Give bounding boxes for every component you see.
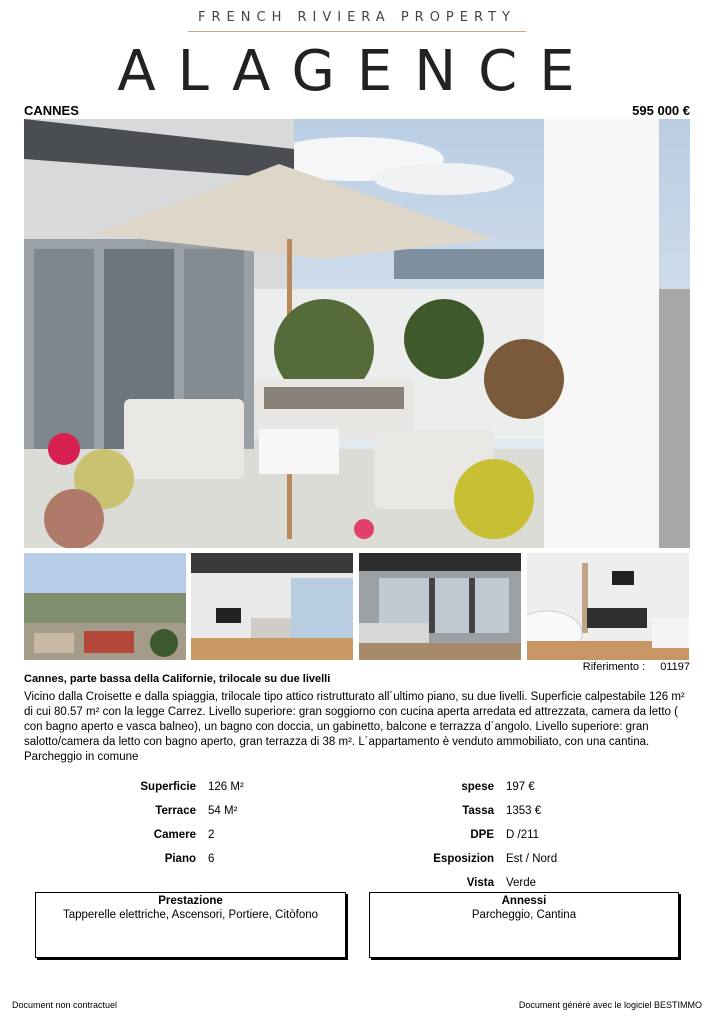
feature-value-spese: 197 € — [506, 781, 535, 793]
listing-title: Cannes, parte bassa della Californie, trilocale su due livelli — [24, 673, 331, 685]
thumbnail-photo-view[interactable] — [24, 553, 186, 660]
thumbnail-photo-bathroom[interactable] — [527, 553, 689, 660]
prestazione-title: Prestazione — [158, 895, 223, 907]
feature-label-dpe: DPE — [470, 829, 494, 841]
feature-value-camere: 2 — [208, 829, 215, 841]
listing-city: CANNES — [24, 103, 79, 118]
feature-label-camere: Camere — [153, 829, 196, 841]
footer-disclaimer: Document non contractuel — [12, 1000, 118, 1010]
prestazione-box — [35, 892, 346, 958]
feature-label-terrace: Terrace — [155, 805, 196, 817]
agency-logo: ALAGENCE — [117, 39, 597, 104]
main-property-photo — [24, 119, 690, 548]
feature-label-superficie: Superficie — [140, 781, 196, 793]
listing-description: Vicino dalla Croisette e dalla spiaggia, trilocale tipo attico ristrutturato all´ultimo piano, su due livelli. Superficie calpestabile 126 m² di cui 80.57 m² con la legge Carrez. Livello superiore: gran soggiorno con cucina aperta arredata ed attrezzata, camera da letto ( con bagno aperto e vasca balneo), un bagno con doccia, un gabinetto, balcone e terrazza d´angolo. Livello superiore: gran salotto/camera da letto con bagno aperto, gran terrazza di 38 m². L´appartamento è venduto ammobiliato, con una cantina. Parcheggio in comune — [24, 691, 685, 763]
feature-label-esposizion: Esposizion — [433, 853, 494, 865]
annessi-title: Annessi — [501, 895, 547, 907]
thumbnail-photo-living[interactable] — [191, 553, 353, 660]
agency-tagline: FRENCH RIVIERA PROPERTY — [198, 10, 516, 25]
footer-software-credit: Document généré avec le logiciel BESTIMMO — [518, 1000, 702, 1010]
feature-value-terrace: 54 M² — [208, 805, 238, 817]
feature-label-vista: Vista — [466, 877, 494, 889]
annessi-box — [369, 892, 679, 958]
feature-label-piano: Piano — [164, 853, 196, 865]
tagline-divider — [188, 31, 526, 32]
feature-value-vista: Verde — [506, 877, 537, 889]
listing-price: 595 000 € — [632, 103, 690, 118]
feature-value-piano: 6 — [208, 853, 215, 865]
reference-label: Riferimento : — [582, 661, 646, 673]
feature-value-esposizion: Est / Nord — [506, 853, 558, 865]
feature-value-superficie: 126 M² — [208, 781, 244, 793]
feature-value-tassa: 1353 € — [506, 805, 542, 817]
feature-value-dpe: D /211 — [506, 829, 540, 841]
feature-label-spese: spese — [461, 781, 494, 793]
feature-label-tassa: Tassa — [462, 805, 494, 817]
reference-value: 01197 — [660, 661, 690, 673]
annessi-text: Parcheggio, Cantina — [471, 909, 577, 921]
thumbnail-photo-bedroom[interactable] — [359, 553, 521, 660]
reference-number — [583, 661, 690, 673]
prestazione-text: Tapperelle elettriche, Ascensori, Portiere, Citòfono — [62, 909, 319, 921]
